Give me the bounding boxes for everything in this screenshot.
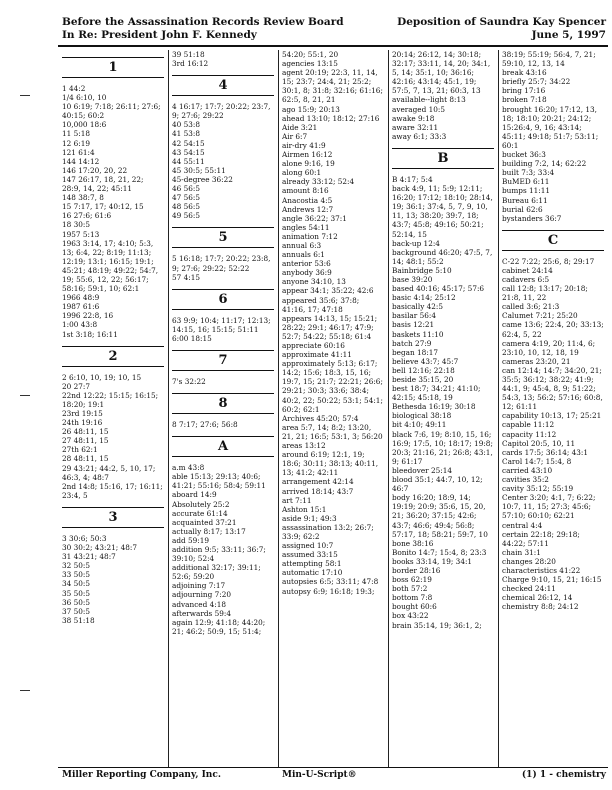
index-entry: add 59:19 (172, 535, 210, 545)
index-entry: 5 16:18; 17:7; 20:22; 23:8, 9; 27:6; 29:22; 52:22 (172, 254, 271, 273)
index-entry: break 43:16 (502, 68, 547, 78)
index-entry: basilar 56:4 (392, 311, 436, 321)
index-entry: annual 6:3 (282, 240, 322, 250)
index-entry: anyone 34:10, 13 (282, 277, 346, 287)
index-entry: 2nd 14:8; 15:16, 17; 16:11; 23:4, 5 (62, 481, 163, 500)
index-entry: 46 56:5 (172, 184, 200, 194)
index-entry: bucket 36:3 (502, 150, 546, 160)
index-entry: Absolutely 25:2 (172, 499, 230, 509)
index-entry: Bethesda 16:19; 30:18 (392, 402, 476, 412)
index-entry: 23rd 19:15 (62, 409, 103, 418)
section-heading: 8 (172, 393, 274, 414)
column-divider (388, 50, 389, 768)
index-entry: background 46:20; 47:5, 7, 14; 48:1; 55:2 (392, 247, 493, 266)
footer-page-range: (1) 1 - chemistry (521, 770, 606, 780)
index-entry: 37 50:5 (62, 606, 90, 616)
index-entry: 20:14; 26:12, 14; 30:18; 32:17; 33:11, 14, 20; 34:1, 5, 14; 35:1, 10; 36:16; 42:16; 43:14; 45:1, 19; 57:5, 7, 13, 21; 60:3, 13 (392, 50, 491, 96)
index-entry: 147 26:17, 18, 21, 22; 28:9, 14, 22; 45:11 (62, 174, 144, 194)
index-entry: 24th 19:16 (62, 418, 103, 428)
index-entry: black 7:6, 19; 8:10, 15, 16; 16:9; 17:5, 10; 18:17; 19:8; 20:3; 21:16, 21; 26:8; 43:1, 9; 61:17 (392, 429, 493, 466)
index-entry: area 5:7, 14; 8:2; 13:20, 21, 21; 16:5; 53:1, 3; 56:20 (282, 422, 383, 441)
index-entry: briefly 25:7; 34:22 (502, 77, 571, 87)
index-entry: aside 9:1; 49:3 (282, 513, 337, 523)
index-entry: areas 13:12 (282, 441, 326, 451)
index-entry: basic 4:14; 25:12 (392, 293, 456, 303)
index-entry: 148 38:7, 8 (62, 193, 104, 203)
index-entry: 33 50:5 (62, 570, 90, 580)
index-entry: cabinet 24:14 (502, 265, 553, 275)
section-heading: C (502, 230, 604, 251)
index-entry: base 39:20 (392, 274, 433, 284)
binder-hole-mark (20, 395, 30, 396)
index-entry: available--light 8:13 (392, 95, 466, 105)
index-entry: amount 8:16 (282, 186, 329, 196)
index-entry: box 43:22 (392, 611, 429, 621)
index-entry: autopsies 6:5; 33:11; 47:8 (282, 577, 379, 587)
index-entry: basis 12:21 (392, 320, 435, 330)
index-entry: Carol 14:7; 15:4, 8 (502, 456, 572, 466)
index-entry: capability 10:13, 17; 25:21 (502, 411, 602, 421)
index-entry: agent 20:19; 22:3, 11, 14, 15; 23:7; 24:4, 21; 25:2; 30:1, 8; 31:8; 32:16; 61:16; 62:5, 8, 21, 21 (282, 68, 383, 105)
index-entry: built 7:3; 33:4 (502, 168, 555, 178)
index-entry: 41 53:8 (172, 129, 200, 139)
index-entry: 11 5:18 (62, 129, 90, 139)
index-entry: central 4:4 (502, 520, 543, 530)
binder-hole-mark (20, 95, 30, 96)
section-heading: 5 (172, 227, 274, 248)
index-entry: 32 50:5 (62, 561, 90, 571)
column-divider (278, 50, 279, 768)
index-entry: 6:00 18:15 (172, 333, 212, 343)
index-entry: a.m 43:8 (172, 463, 205, 473)
index-entry: 38:19; 55:19; 56:4, 7, 21; 59:10, 12, 13, 14 (502, 50, 596, 69)
index-entry: assassination 13:2; 26:7; 33:9; 62:2 (282, 522, 374, 541)
section-heading: 6 (172, 289, 274, 310)
index-entry: away 6:1; 33:3 (392, 131, 447, 141)
index-entry: call 12:8; 13:17; 20:18; 21:8, 11, 22 (502, 284, 588, 303)
index-entry: 28 48:11, 15 (62, 454, 109, 464)
index-entry: 45-degree 36:22 (172, 174, 233, 184)
index-entry: appear 34:1; 35:22; 42:6 (282, 286, 374, 296)
index-entry: books 33:14, 19; 34:1 (392, 556, 473, 566)
index-entry: bell 12:16; 22:18 (392, 365, 455, 375)
index-entry: 44 55:11 (172, 156, 205, 166)
index-entry: 2 6:10, 10, 19; 10, 15 (62, 372, 142, 382)
index-entry: agencies 13:15 (282, 59, 338, 69)
index-entry: burial 62:6 (502, 204, 543, 214)
index-entry: 1:00 43:8 (62, 320, 98, 330)
column-divider (168, 50, 169, 768)
index-entry: 4 16:17; 17:7; 20:22; 23:7, 9; 27:6; 29:22 (172, 102, 271, 121)
index-entry: came 13:6; 22:4, 20; 33:13; 62:4, 5, 22 (502, 320, 604, 339)
index-entry: Andrews 12:7 (282, 204, 334, 214)
index-entry: 45 30:5; 55:11 (172, 165, 226, 175)
index-entry: believe 43:7; 45:7 (392, 356, 459, 366)
index-entry: arrangement 42:14 (282, 477, 354, 487)
index-entry: 42 54:15 (172, 138, 205, 148)
index-entry: best 18:7; 34:21; 41:10; 42:15; 45:18, 19 (392, 384, 481, 403)
index-entry: Aide 3:21 (282, 122, 318, 132)
index-entry: border 28:16 (392, 565, 441, 575)
index-entry: C-22 7:22; 25:6, 8; 29:17 (502, 256, 595, 266)
section-heading: A (172, 436, 274, 457)
index-entry: chemical 26:12, 14 (502, 593, 573, 603)
index-entry: automatic 17:10 (282, 568, 343, 578)
footer-reporting-company: Miller Reporting Company, Inc. (62, 770, 221, 780)
index-entry: camera 4:19, 20; 11:4, 6; 23:10, 10, 12, 18, 19 (502, 338, 596, 357)
index-entry: basically 42:5 (392, 302, 444, 312)
index-entry: 10 6:19; 7:18; 26:11; 27:6; 40:15; 60:2 (62, 102, 161, 121)
index-entry: Bonito 14:7; 15:4, 8; 23:3 (392, 547, 487, 557)
index-entry: Airmen 16:12 (282, 150, 333, 160)
index-entry: art 7:11 (282, 495, 312, 505)
index-entry: both 57:2 (392, 584, 428, 594)
index-entry: bring 17:16 (502, 86, 546, 96)
index-entry: addition 9:5; 33:11; 36:7; 39:10; 52:4 (172, 545, 266, 564)
index-entry: bit 4:10; 49:11 (392, 420, 447, 430)
section-heading: 2 (62, 346, 164, 367)
index-entry: 57 4:15 (172, 272, 200, 282)
index-entry: 12 6:19 (62, 138, 90, 148)
index-entry: bystanders 36:7 (502, 213, 562, 223)
header-deposition-date: June 5, 1997 (531, 29, 606, 41)
index-entry: 27th 62:1 (62, 445, 98, 455)
index-entry: brain 35:14, 19; 36:1, 2; (392, 620, 482, 630)
index-entry: appreciate 60:16 (282, 341, 345, 350)
index-entry: blood 35:1; 44:7, 10, 12; 46:7 (392, 475, 483, 494)
index-entry: building 7:2, 14; 62:22 (502, 159, 587, 169)
index-entry: 1987 61:6 (62, 302, 100, 312)
index-entry: carried 43:10 (502, 465, 553, 475)
index-entry: anterior 53:6 (282, 259, 331, 269)
index-entry: already 33:12; 52:4 (282, 177, 355, 187)
index-entry: appears 14:13, 15; 15:21; 28:22; 29:1; 46:17; 47:9; 52:7; 54:22; 55:18; 61:4 (282, 313, 378, 341)
index-entry: ago 15:9; 20:13 (282, 104, 340, 114)
section-heading: 1 (62, 57, 164, 78)
index-entry: bleedover 25:14 (392, 465, 452, 475)
footer-min-u-script: Min-U-Script® (282, 770, 357, 780)
index-entry: characteristics 41:22 (502, 565, 581, 575)
index-entry: cavities 35:2 (502, 475, 549, 485)
index-entry: 144 14:12 (62, 156, 100, 166)
index-entry: 18 30:5 (62, 220, 90, 230)
index-entry: batch 27:9 (392, 338, 432, 348)
binder-hole-mark (20, 690, 30, 691)
index-entry: capable 11:12 (502, 420, 555, 430)
index-entry: Calumet 7:21; 25:20 (502, 311, 578, 321)
index-entry: approximately 5:13; 6:17; 14:2; 15:6; 18:3, 15, 16; 19:7, 15; 21:7; 22:21; 26:6; 29:21; 30:3; 33:6; 38:4; 40:2, 22; 50:22; 53:1; 54:1; 60:2; 62:1 (282, 359, 383, 414)
index-entry: 10,000 18:6 (62, 120, 107, 130)
index-entry: 26 48:11, 15 (62, 427, 109, 437)
index-entry: 1966 48:9 (62, 293, 100, 303)
index-entry: around 6:19; 12:1, 19; 18:6; 30:11; 38:13; 40:11, 13; 41:2; 42:11 (282, 450, 379, 478)
index-entry: 38 51:18 (62, 615, 95, 625)
index-entry: 1st 3:18; 16:11 (62, 329, 118, 339)
index-column-3 (282, 50, 384, 768)
index-entry: bought 60:6 (392, 602, 437, 612)
index-entry: annuals 6:1 (282, 250, 325, 260)
index-entry: 1957 5:13 (62, 229, 100, 239)
index-entry: along 60:1 (282, 168, 322, 178)
index-entry: 3rd 16:12 (172, 59, 209, 69)
index-entry: 31 43:21; 48:7 (62, 552, 116, 562)
index-entry: air-dry 41:9 (282, 140, 326, 150)
section-heading: B (392, 148, 494, 169)
index-entry: advanced 4:18 (172, 599, 226, 609)
index-entry: cards 17:5; 36:14; 43:1 (502, 447, 589, 457)
header-case-title: Before the Assassination Records Review Board (62, 16, 344, 28)
index-entry: 15 7:17, 17; 40:12, 15 (62, 202, 144, 212)
index-entry: beside 35:15, 20 (392, 375, 454, 384)
index-entry: 7's 32:22 (172, 376, 206, 386)
index-entry: 35 50:5 (62, 588, 90, 598)
index-entry: capacity 11:12 (502, 429, 557, 439)
index-entry: Ashton 15:1 (282, 504, 327, 514)
index-entry: 29 43:21; 44:2, 5, 10, 17; 46:3, 4; 48:7 (62, 463, 156, 482)
index-entry: assumed 33:15 (282, 550, 338, 560)
index-column-5 (502, 50, 604, 768)
index-column-4 (392, 50, 494, 768)
index-entry: called 3:6; 21:3 (502, 302, 560, 312)
index-entry: anybody 36:9 (282, 268, 332, 278)
index-entry: accurate 61:14 (172, 508, 228, 518)
index-entry: Anacostia 4:5 (282, 195, 333, 205)
index-entry: 3 30:6; 50:3 (62, 533, 107, 543)
index-entry: certain 22:18; 29:18; 44:22; 57:11 (502, 529, 580, 548)
index-entry: attempting 58:1 (282, 559, 342, 569)
index-entry: 27 48:11, 15 (62, 436, 109, 446)
index-entry: brought 16:20; 17:12, 13, 18; 18:10; 20:21; 24:12; 15:26:4, 9, 16; 43:14; 45:11; 49:18; 51:7; 53:11; 60:1 (502, 104, 599, 150)
index-entry: 22nd 12:22; 15:15; 16:15; 18:20; 19:1 (62, 390, 159, 409)
index-entry: Capitol 20:5, 10, 11 (502, 438, 576, 448)
header-deposition-title: Deposition of Saundra Kay Spencer (397, 16, 606, 28)
index-column-2 (172, 50, 274, 768)
index-entry: body 16:20; 18:9, 14; 19:19; 20:9; 35:6, 15, 20, 21; 36:20; 37:15; 42:6; 43:7; 46:6; 49:4; 56:8; 57:17, 18; 58:21; 59:7, 10 (392, 493, 488, 539)
index-entry: 34 50:5 (62, 579, 90, 589)
index-entry: biological 38:18 (392, 411, 452, 421)
index-entry: assigned 10:7 (282, 541, 334, 551)
index-entry: additional 32:17; 39:11; 52:6; 59:20 (172, 563, 261, 582)
index-entry: Center 3:20; 4:1, 7; 6:22; 10:7, 11, 15; 27:3; 45:6; 57:10; 60:10; 62:21 (502, 493, 596, 521)
index-entry: broken 7:18 (502, 95, 547, 105)
header-rule (58, 45, 608, 47)
index-entry: 63 9:9; 10:4; 11:17; 12:13; 14:15, 16; 15:15; 51:11 (172, 315, 271, 334)
index-entry: averaged 10:5 (392, 104, 445, 114)
index-entry: changes 28:20 (502, 556, 556, 566)
index-entry: able 15:13; 29:13; 40:6; 41:21; 55:16; 58:4; 59:11 (172, 472, 266, 491)
index-entry: chain 31:1 (502, 547, 541, 557)
index-entry: afterwards 59:4 (172, 608, 231, 618)
index-entry: 54:20; 55:1, 20 (282, 50, 339, 59)
index-entry: bottom 7:8 (392, 593, 433, 603)
index-entry: adjoining 7:17 (172, 581, 226, 591)
index-entry: angle 36:22; 37:1 (282, 213, 347, 223)
index-entry: adjourning 7:20 (172, 590, 231, 600)
index-entry: 8 7:17; 27:6; 56:8 (172, 420, 238, 430)
index-entry: Air 6:7 (282, 131, 308, 141)
index-entry: awake 9:18 (392, 113, 435, 123)
index-entry: bumps 11:11 (502, 186, 551, 196)
index-entry: boss 62:19 (392, 575, 432, 585)
index-entry: appeared 35:6; 37:8; 41:16, 17; 47:18 (282, 295, 360, 314)
index-entry: 39 51:18 (172, 50, 205, 59)
index-entry: aboard 14:9 (172, 490, 217, 500)
index-entry: bone 38:16 (392, 538, 434, 548)
index-entry: 20 27:7 (62, 381, 90, 391)
index-entry: 36 50:5 (62, 597, 90, 607)
index-entry: approximate 41:11 (282, 350, 352, 360)
index-entry: baskets 11:10 (392, 329, 444, 339)
index-entry: 1 44:2 (62, 84, 86, 93)
column-divider (498, 50, 499, 768)
index-entry: B 4:17; 5:4 (392, 174, 433, 184)
index-entry: 121 61:4 (62, 147, 95, 157)
index-entry: 30 30:2; 43:21; 48:7 (62, 543, 137, 553)
index-entry: checked 24:11 (502, 584, 556, 594)
index-entry: 47 56:5 (172, 193, 200, 203)
index-entry: Charge 9:10, 15, 21; 16:15 (502, 575, 602, 585)
index-entry: cameras 23:20, 21 (502, 356, 571, 366)
index-entry: acquainted 37:21 (172, 517, 237, 527)
footer-rule (58, 767, 608, 768)
index-entry: back-up 12:4 (392, 238, 440, 248)
index-entry: 16 27:6; 61:6 (62, 211, 112, 221)
index-entry: 1/4 6:10, 10 (62, 93, 107, 103)
index-entry: back 4:9, 11; 5:9; 12:11; 16:20; 17:12; 18:10; 28:14, 19; 36:1; 37:4, 5, 7, 9, 10, 11, 13; 38:20; 39:7, 18; 43:7; 45:8; 49:16; 50:21; 52:14, 15 (392, 184, 493, 239)
index-entry: cavity 35:12; 55:19 (502, 484, 574, 494)
index-entry: alone 9:16, 19 (282, 159, 335, 169)
index-entry: autopsy 6:9; 16:18; 19:3; (282, 586, 375, 596)
section-heading: 7 (172, 350, 274, 371)
index-entry: actually 8:17; 13:17 (172, 526, 246, 536)
index-entry: based 40:16; 45:17; 57:6 (392, 284, 485, 294)
index-column-1 (62, 50, 164, 768)
index-entry: 40 53:8 (172, 120, 200, 130)
index-entry: cadavers 6:5 (502, 274, 550, 284)
index-entry: Bureau 6:11 (502, 195, 548, 205)
index-entry: 43 54:15 (172, 147, 205, 157)
index-entry: aware 32:11 (392, 122, 439, 132)
index-entry: chemistry 8:8; 24:12 (502, 602, 579, 612)
index-entry: 146 17:20, 20, 22 (62, 165, 128, 175)
section-heading: 4 (172, 75, 274, 96)
index-entry: 48 56:5 (172, 202, 200, 212)
index-entry: 49 56:5 (172, 211, 200, 221)
index-entry: 1996 22:8, 16 (62, 311, 114, 321)
index-entry: angles 54:11 (282, 222, 330, 232)
section-heading: 3 (62, 507, 164, 528)
index-entry: began 18:17 (392, 347, 439, 357)
index-entry: can 12:14; 14:7; 34:20, 21; 35:5; 36:12; 38:22; 41:9; 44:1, 9; 45:4, 8, 9; 51:22; 54:3, 13; 56:2; 57:16; 60:8, 12; 61:11 (502, 365, 603, 412)
index-entry: 1963 3:14, 17; 4:10; 5:3, 13; 6:4, 22; 8:19; 11:13; 12:19; 13:1; 16:15; 19:1; 45:21; 48:19; 49:22; 54:7, 19; 55:6, 12, 22; 56:17; 58:16; 59:1, 10; 62:1 (62, 238, 159, 294)
index-entry: Archives 45:20; 57:4 (282, 413, 359, 423)
header-case-subtitle: In Re: President John F. Kennedy (62, 29, 257, 41)
index-entry: animation 7:12 (282, 231, 338, 241)
index-entry: arrived 18:14; 43:7 (282, 486, 354, 496)
index-entry: Bainbridge 5:10 (392, 265, 452, 275)
index-entry: ahead 13:10; 18:12; 27:16 (282, 113, 380, 123)
index-entry: again 12:9; 41:18; 44:20; 21; 46:2; 50:9, 15; 51:4; (172, 617, 266, 636)
index-entry: BuMED 6:11 (502, 177, 550, 187)
